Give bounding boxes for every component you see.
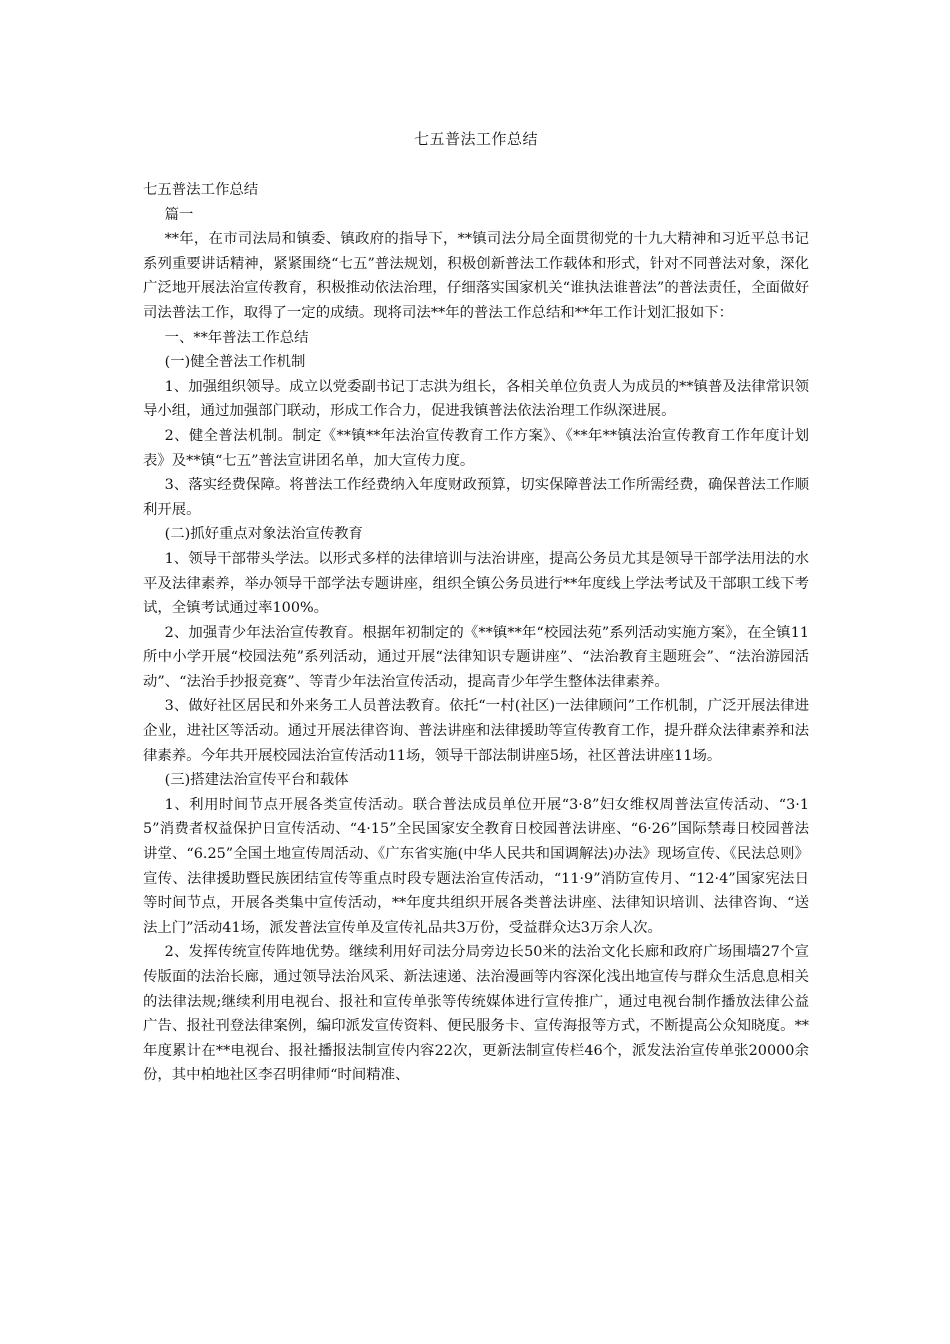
- paragraph: 1、加强组织领导。成立以党委副书记丁志洪为组长，各相关单位负责人为成员的**镇普及法律常识领导小组，通过加强部门联动，形成工作合力，促进我镇普法依法治理工作纵深进展。: [143, 378, 809, 420]
- section-heading: 一、**年普法工作总结: [164, 329, 309, 346]
- document-body: [143, 178, 809, 1088]
- subsection-heading: (三)搭建法治宣传平台和载体: [164, 772, 349, 789]
- document-subtitle: 七五普法工作总结: [143, 182, 259, 198]
- paragraph: 3、做好社区居民和外来务工人员普法教育。依托“一村(社区)一法律顾问”工作机制，广泛开展法律进企业，进社区等活动。通过开展法律咨询、普法讲座和法律援助等宣传教育工作，提升群众法律素养和法律素养。今年共开展校园法治宣传活动11场，领导干部法制讲座5场，社区普法讲座11场。: [143, 698, 809, 764]
- paragraph: 2、发挥传统宣传阵地优势。继续利用好司法分局旁边长50米的法治文化长廊和政府广场围墙27个宣传版面的法治长廊，通过领导法治风采、新法速递、法治漫画等内容深化浅出地宣传与群众生活息息相关的法律法规;继续利用电视台、报社和宣传单张等传统媒体进行宣传推广，通过电视台制作播放法律公益广告、报社刊登法律案例，编印派发宣传资料、便民服务卡、宣传海报等方式，不断提高公众知晓度。**年度累计在**电视台、报社播报法制宣传内容22次，更新法制宣传栏46个，派发法治宣传单张20000余份，其中柏地社区李召明律师“时间精准、: [143, 944, 809, 1084]
- paragraph: 3、落实经费保障。将普法工作经费纳入年度财政预算，切实保障普法工作所需经费，确保普法工作顺利开展。: [143, 477, 809, 518]
- section-label: 篇一: [164, 206, 194, 223]
- document-title: 七五普法工作总结: [413, 130, 538, 148]
- subsection-heading: (一)健全普法工作机制: [164, 354, 306, 371]
- paragraph: 2、健全普法机制。制定《**镇**年法治宣传教育工作方案》、《**年**镇法治宣传教育工作年度计划表》及**镇“七五”普法宣讲团名单，加大宣传力度。: [143, 427, 809, 469]
- paragraph: 1、领导干部带头学法。以形式多样的法律培训与法治讲座，提高公务员尤其是领导干部学法用法的水平及法律素养，举办领导干部学法专题讲座，组织全镇公务员进行**年度线上学法考试及干部职工线下考试，全镇考试通过率100%。: [143, 550, 809, 617]
- subsection-heading: (二)抓好重点对象法治宣传教育: [164, 526, 363, 543]
- paragraph: 2、加强青少年法治宣传教育。根据年初制定的《**镇**年“校园法苑”系列活动实施方案》，在全镇11所中小学开展“校园法苑”系列活动，通过开展“法律知识专题讲座”、“法治教育主题班会”、“法治游园活动”、“法治手抄报竞赛”、等青少年法治宣传活动，提高青少年学生整体法律素养。: [143, 624, 809, 690]
- paragraph: **年，在市司法局和镇委、镇政府的指导下，**镇司法分局全面贯彻党的十九大精神和习近平总书记系列重要讲话精神，紧紧围绕“七五”普法规划，积极创新普法工作载体和形式，针对不同普法对象，深化广泛地开展法治宣传教育，积极推动依法治理，仔细落实国家机关“谁执法谁普法”的普法责任，全面做好司法普法工作，取得了一定的成绩。现将司法**年的普法工作总结和**年工作计划汇报如下：: [143, 231, 809, 321]
- paragraph: 1、利用时间节点开展各类宣传活动。联合普法成员单位开展“3·8”妇女维权周普法宣传活动、“3·15”消费者权益保护日宣传活动、“4·15”全民国家安全教育日校园普法讲座、“6·26”国际禁毒日校园普法讲堂、“6.25”全国土地宣传周活动、《广东省实施(中华人民共和国调解法)办法》现场宣传、《民法总则》宣传、法律援助暨民族团结宣传等重点时段专题法治宣传活动，“11·9”消防宣传月、“12·4”国家宪法日等时间节点，开展各类集中宣传活动，**年度共组织开展各类普法讲座、法律知识培训、法律咨询、“送法上门”活动41场，派发普法宣传单及宣传礼品共3万份，受益群众达3万余人次。: [143, 796, 809, 936]
